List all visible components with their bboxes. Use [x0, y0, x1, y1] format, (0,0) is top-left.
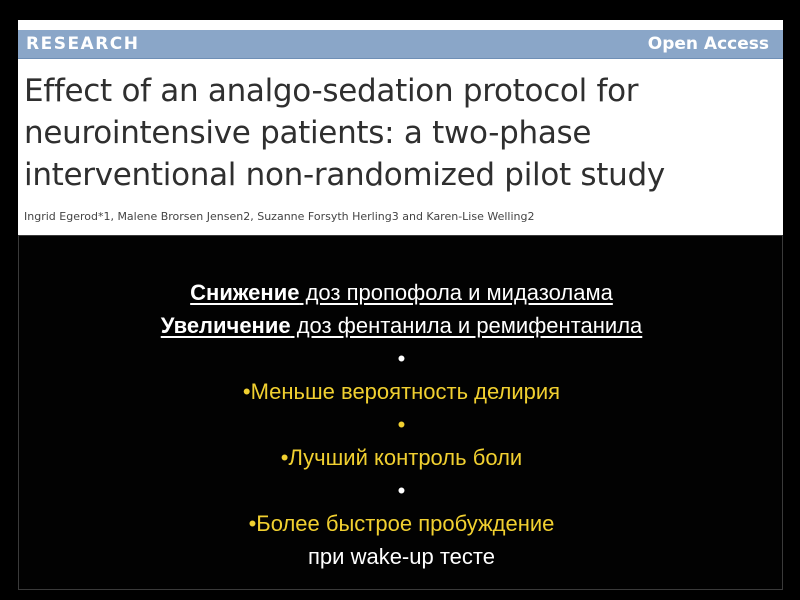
reduction-keyword: Снижение: [190, 280, 300, 305]
findings-list: [19, 276, 784, 573]
author-list: Ingrid Egerod*1, Malene Brorsen Jensen2, Suzanne Forsyth Herling3 and Karen-Lise Welling2: [24, 210, 535, 223]
article-type-bar: [18, 30, 783, 59]
findings-panel: [18, 235, 783, 590]
increase-keyword: Увеличение: [160, 313, 291, 338]
benefit-awakening-continued: при wake-up тесте: [308, 544, 495, 569]
bullet-spacer-1: •: [397, 346, 406, 371]
article-header-card: [18, 20, 783, 235]
bullet-spacer-2: •: [397, 412, 406, 437]
finding-reduction: [19, 276, 784, 309]
finding-increase: [19, 309, 784, 342]
benefit-delirium: •Меньше вероятность делирия: [242, 379, 561, 404]
increase-text: доз фентанила и ремифентанила: [290, 313, 643, 338]
bullet-spacer-3: •: [397, 478, 406, 503]
benefit-pain-control: •Лучший контроль боли: [280, 445, 523, 470]
benefit-awakening: •Более быстрое пробуждение: [248, 511, 555, 536]
open-access-label: Open Access: [647, 34, 769, 54]
article-title: Effect of an analgo-sedation protocol for neurointensive patients: a two-phase interventional non-randomized pilot study: [24, 73, 665, 193]
research-label: RESEARCH: [26, 34, 140, 54]
reduction-text: доз пропофола и мидазолама: [299, 280, 613, 305]
